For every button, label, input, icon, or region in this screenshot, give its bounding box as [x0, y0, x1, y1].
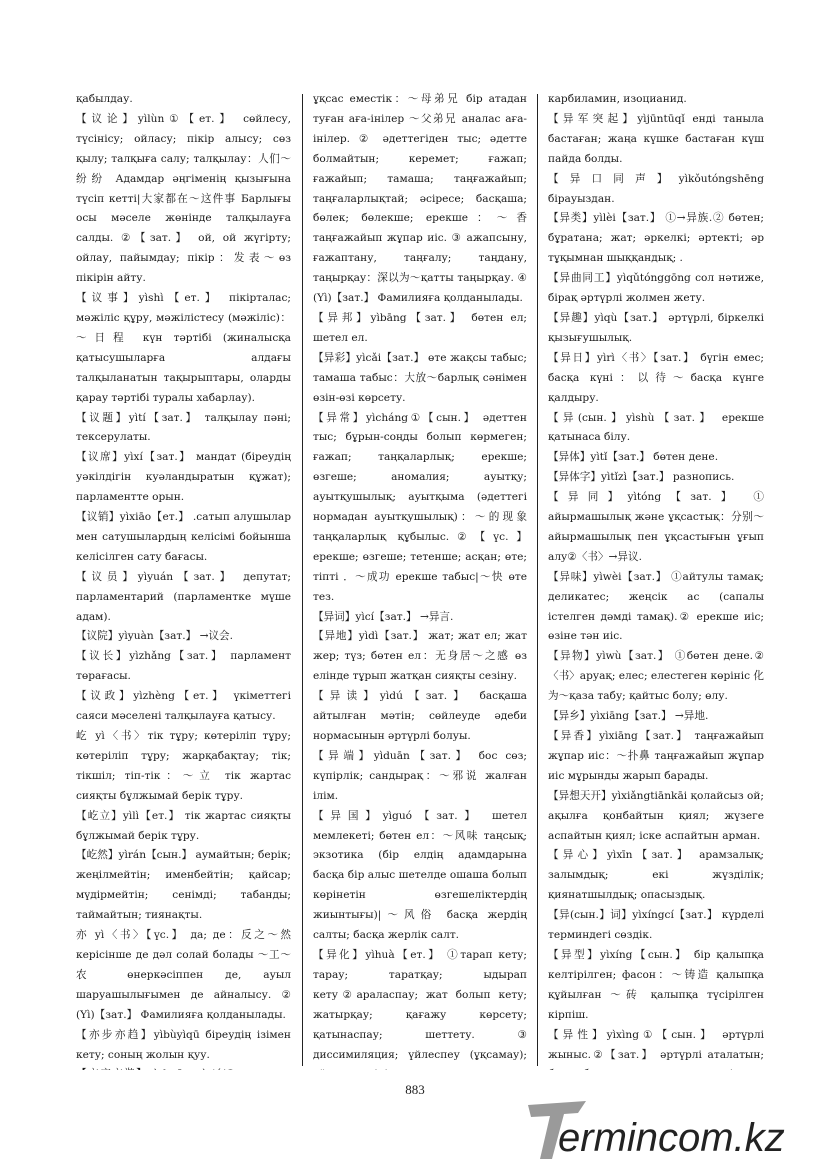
dictionary-entry: 【议院】yìyuàn【зат.】 →议会.	[76, 630, 234, 643]
dictionary-entry: қабылдау.	[76, 93, 133, 105]
dictionary-entry: 【议长】yìzhǎng【зат.】 парламент төрағасы.	[76, 650, 291, 683]
dictionary-entry: 【异体】yìtǐ【зат.】 бөтен дене.	[548, 451, 719, 464]
dictionary-entry: 【异同】yìtóng【зат.】 ① айырмашылық және ұқсастық：分别～айырмашылық пен ұқсастығын ұғып алу②〈书〉→异议.	[548, 491, 764, 563]
dictionary-entry: 【异日】yìrì〈书〉【зат.】 бүгін емес; басқа күні：以待～басқа күнге қалдыру.	[548, 351, 764, 404]
dictionary-entry: 【异地】yìdì【зат.】 жат; жат ел; жат жер; түз; бөтен ел：无身居～之感 өз елінде тұрып жатқан сияқты сезіну.	[313, 630, 527, 683]
dictionary-entry: 【议政】yìzhèng【ет.】 үкіметтегі саяси мәселені талқылауға қатысу.	[76, 690, 291, 723]
column-middle	[313, 90, 527, 1070]
dictionary-entry: 【议席】yìxí【зат.】 мандат (біреудің уәкілдігін куәландыратын құжат); парламентте орын.	[76, 451, 291, 504]
dictionary-entry: 【异味】yìwèi【зат.】 ①айтулы тамақ; деликатес; жеңсік ас (сапалы істелген дәмді тамақ).② ерекше иіс; өзіне тән иіс.	[548, 570, 764, 643]
dictionary-entry: 【亦步亦趋】yìbùyìqū біреудің ізімен кету; соның жолын қуу.	[76, 1028, 291, 1061]
termincom-logo-graphic	[528, 1099, 818, 1161]
dictionary-entry: карбиламин, изоцианид.	[548, 93, 687, 105]
dictionary-entry: 【异邦】yìbāng【зат.】 бөтен ел; шетел ел.	[313, 311, 527, 344]
dictionary-entry: 【异端】yìduān【зат.】 бос сөз; күпірлік; сандырақ：～邪说 жалған ілім.	[313, 749, 527, 802]
dictionary-entry: 【议论】yìlùn①【ет.】 сөйлесу, түсінісу; ойласу; пікір алысу; сөз қылу; талқыға салу; талқылау：人们～纷纷 Адамдар әңгіменің қызығына түсіп кетті|大家都在～这件事 Барлығы осы мәселе жөнінде талқылауға салды. ②【зат.】 ой, ой жүгірту; ойлау, пайымдау; пікір：发表～өз пікірін айту.	[76, 112, 291, 285]
dictionary-entry: 【议事】yìshì【ет.】 пікірталас; мәжіліс құру, мәжілістесу (мәжіліс)：～日程 күн тәртібі (жиналысқа қатысушыларға алдағы талқыланатын тақырыптары, оларды қарау тәртібі туралы хабарлау).	[76, 292, 291, 404]
logo-wordmark: ermincom.kz	[558, 1116, 785, 1160]
dictionary-entry: 【异(сын.】词】yìxíngcí【зат.】 күрделі терминдегі сөздік.	[548, 909, 764, 942]
dictionary-entry	[76, 1065, 291, 1070]
dictionary-entry: 【异读】yìdú【зат.】 басқаша айтылған мәтін; сөйлеуде әдеби нормасынын әртүрлі болуы.	[313, 690, 527, 742]
column-right	[548, 90, 764, 1070]
page-number: 883	[405, 1082, 425, 1097]
column-divider	[302, 94, 303, 1066]
dictionary-entry: 【异军突起】yìjūntūqǐ енді таныла бастаған; жаңа күшке бастаған күш пайда болды.	[548, 112, 764, 165]
dictionary-entry: 【异化】yìhuà【ет.】 ①тарап кету; тарау; таратқау; ыдырап кету②араласпау; жат болып кету; жатырқау; қағажу көрсету; қатынаспау; шеттету. ③ диссимиляция; үйлеспеу (ұқсамау);	[313, 948, 527, 1061]
dictionary-entry: 【议销】yìxiāo【ет.】 .сатып алушылар мен сатушылардың келісімі бойынша келісілген сату бағасы.	[76, 511, 291, 563]
dictionary-entry: 【屹立】yìlì【ет.】 тік жартас сияқты бұлжымай берік тұру.	[76, 809, 291, 842]
dictionary-entry: ұқсас еместік：～母弟兄 бір атадан туған аға-інілер ～父弟兄 аналас аға-інілер. ② әдеттегіден тыс; әдетте болмайтын; керемет; ғажап; ғажайып; тамаша; таңғажайып; таңғаларлықтай; әсіресе; басқаша; бөлек; бөлекше; ерекше：～香 таңғажайып жұпар иіс. ③ ажапсыну, ғажаптану, таңғалу; таңдану, таңырқау：深以为～қатты таңырқау. ④ (Yì)【зат.】 Фамилияға қолданылады.	[313, 93, 527, 305]
dictionary-entry: 【议员】yìyuán【зат.】 депутат; парламентарий (парламентке мүше адам).	[76, 570, 291, 623]
dictionary-entry: 【异乡】yìxiāng【зат.】 →异地.	[548, 710, 709, 723]
dictionary-entry: 【屹然】yìrán【сын.】 аумайтын; берік; жеңілмейтін; именбейтін; қайсар; мүдірмейтін; сенімді; табанды; таймайтын; тиянақты.	[76, 849, 291, 922]
dictionary-entry: 【议题】yìtí【зат.】 талқылау пәні; тексерулаты.	[76, 411, 291, 444]
dictionary-entry: 亦 yì〈书〉【үс.】 да; де：反之～然 керісінше де дәл солай болады ～工～农 өнеркәсіппен де, ауыл шаруашылығымен де айналысу. ② (Yì)【зат.】 Фамилияға қолданылады.	[76, 929, 291, 1021]
dictionary-entry: 【异香】yìxiāng【зат.】 таңғажайып жұпар иіс：～扑鼻 таңғажайып жұпар иіс мұрынды жарып барады.	[548, 730, 764, 782]
dictionary-entry: 【异国】yìguó【зат.】 шетел мемлекеті; бөтен ел：～风味 таңсық; экзотика (бір елдің адамдарына басқа бір алыс шетелде ошаша болып көрінетін өзгешеліктердің жиынтығы)|～风俗 басқа жердің салты; басқа жерлік салт.	[313, 809, 527, 942]
column-divider	[537, 94, 538, 1066]
dictionary-entry: 【异曲同工】yìqǔtónggōng сол нәтиже, бірақ әртүрлі жолмен жету.	[548, 272, 764, 305]
dictionary-entry: 【异彩】yìcǎi【зат.】 өте жақсы табыс; тамаша табыс：大放～барлық сәнімен өзін-өзі көрсету.	[313, 351, 527, 404]
dictionary-entry: 【异趣】yìqù【зат.】 әртүрлі, біркелкі қызығушылық.	[548, 311, 764, 344]
dictionary-entry: 【异体字】yìtǐzì【зат.】 разнопись.	[548, 471, 735, 484]
dictionary-entry: 【异(сын.】yìshù【зат.】 ерекше қатынаса білу.	[548, 411, 764, 444]
dictionary-entry: 【异词】yìcí【зат.】 →异言.	[313, 610, 454, 623]
dictionary-entry: 【异类】yìlèi【зат.】 ①→异族.② бөтен; бұратана; жат; әркелкі; әртекті; әр тұқымнан шыққандық; .	[548, 212, 764, 265]
dictionary-entry: 【异心】yìxīn【зат.】 арамзалық; залымдық; екі жүзділік; қиянатшылдық; опасыздық.	[548, 849, 764, 902]
dictionary-entry: 【异物】yìwù【зат.】 ①бөтен дене.②〈书〉аруақ; елес; елестеген көрініс 化为～қаза табу; қайтыс болу; өлу.	[548, 650, 764, 703]
termincom-logo	[528, 1099, 818, 1161]
dictionary-entry: 【异型】yìxíng【сын.】 бір қалыпқа келтірілген; фасон：～铸造 қалыпқа құйылған ～砖 қалыпқа түсірілген кірпіш.	[548, 948, 764, 1021]
dictionary-entry: 屹 yì〈书〉тік тұру; көтеріліп тұру; көтеріліп тұру; жарқабақтау; тік; тікшіл; тіп-тік：～立 тік жартас сияқты бұлжымай берік тұру.	[76, 730, 291, 802]
dictionary-entry: 【异想天开】yìxiǎngtiānkāi қолайсыз ой; ақылға қонбайтын қиял; жүзеге аспайтын қиял; іске аспайтын арман.	[548, 789, 764, 842]
dictionary-entry: 【异常】yìcháng①【сын.】 әдеттен тыс; бұрын-соңды болып көрмеген; ғажап; таңқаларлық; ерекше; өзгеше; аномалия; ауытқу; ауытқушылық; ауытқыма (әдеттегі нормадан ауытқушылық)：～的现象 таңқаларлық құбылыс.②【үс.】 ерекше; өзгеше; тетенше; асқан; өте; тіпті ．～成功 ерекше табыс|～快 өте тез.	[313, 411, 527, 603]
column-left	[76, 90, 291, 1070]
dictionary-entry: 【异性】yìxìng①【сын.】 әртүрлі жыныс.②【зат.】 әртүрлі аталатын;	[548, 1028, 764, 1061]
dictionary-entry: 【异口同声】yìkǒutóngshēng бірауыздан.	[548, 172, 764, 205]
